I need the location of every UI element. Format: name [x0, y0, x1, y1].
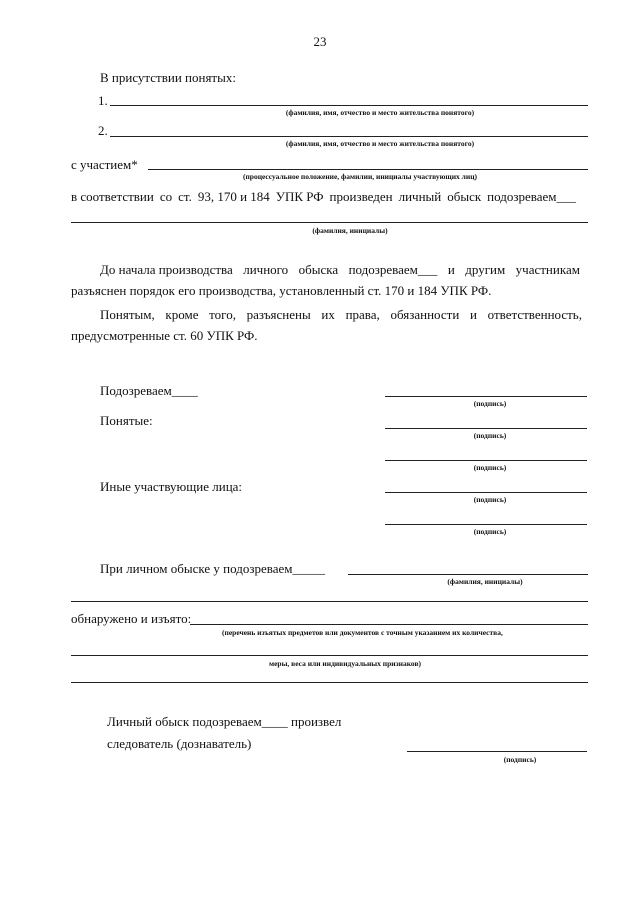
para2-word: обязанности — [390, 307, 460, 322]
signature-caption: (подпись) — [473, 495, 507, 504]
accordance-line — [71, 189, 576, 205]
investigator-signature-line[interactable] — [407, 751, 587, 752]
paragraph-2-line-1 — [100, 307, 582, 323]
witness-1-field-line[interactable] — [110, 105, 588, 106]
para1-word: участникам — [515, 262, 580, 277]
accordance-word: 93, 170 и 184 — [197, 189, 270, 204]
search-label: При личном обыске у подозреваем_____ — [100, 561, 325, 576]
accordance-word: в соответствии — [71, 189, 154, 204]
para2-word: ответственность, — [487, 307, 582, 322]
paragraph-1-line-1 — [100, 262, 580, 278]
witnesses-heading: В присутствии понятых: — [100, 70, 236, 85]
participation-field-line[interactable] — [148, 169, 588, 170]
accordance-word: произведен — [329, 189, 393, 204]
accordance-word: подозреваем___ — [487, 189, 576, 204]
suspect-signature-label: Подозреваем____ — [100, 383, 198, 398]
others-signature-label: Иные участвующие лица: — [100, 479, 243, 494]
others-signature-line-2[interactable] — [385, 524, 587, 525]
witness-signature-line-2[interactable] — [385, 460, 587, 461]
signature-caption: (подпись) — [473, 399, 507, 408]
paragraph-1-line-2: разъяснен порядок его производства, установленный ст. 170 и 184 УПК РФ. — [71, 283, 492, 298]
investigator-signature-caption: (подпись) — [503, 755, 537, 764]
signature-caption: (подпись) — [473, 463, 507, 472]
para2-word: их — [321, 307, 335, 322]
para2-word: права, — [345, 307, 380, 322]
found-items-line-2[interactable] — [71, 655, 588, 656]
signature-caption: (подпись) — [473, 527, 507, 536]
found-items-line-3[interactable] — [71, 682, 588, 683]
para1-word: подозреваем___ — [348, 262, 438, 277]
found-label: обнаружено и изъято: — [71, 611, 192, 626]
found-items-caption: (перечень изъятых предметов или документов с точным указанием их количества, — [222, 628, 503, 637]
para1-word: личного — [243, 262, 289, 277]
search-continuation-line[interactable] — [71, 601, 588, 602]
found-items-caption-2: меры, веса или индивидуальных признаков) — [268, 659, 422, 668]
witness-1-number: 1. — [98, 93, 108, 108]
accordance-word: личный — [398, 189, 442, 204]
para2-word: разъяснены — [246, 307, 311, 322]
accordance-word: со — [159, 189, 173, 204]
para2-word: того, — [209, 307, 236, 322]
search-suspect-name-line[interactable] — [348, 574, 588, 575]
para2-word: и — [469, 307, 477, 322]
para1-word: До начала производства — [100, 262, 233, 277]
participation-caption: (процессуальное положение, фамилии, инициалы участвующих лиц) — [242, 172, 478, 181]
accordance-word: ст. — [178, 189, 192, 204]
para2-word: Понятым, — [100, 307, 155, 322]
witness-signature-line-1[interactable] — [385, 428, 587, 429]
witness-1-caption: (фамилия, имя, отчество и место жительства понятого) — [285, 108, 475, 117]
search-suspect-name-caption: (фамилия, инициалы) — [447, 577, 523, 586]
participation-label: с участием* — [71, 157, 138, 172]
witness-2-field-line[interactable] — [110, 136, 588, 137]
witness-2-caption: (фамилия, имя, отчество и место жительства понятого) — [285, 139, 475, 148]
paragraph-2-line-2: предусмотренные ст. 60 УПК РФ. — [71, 328, 258, 343]
page-number: 23 — [313, 34, 327, 49]
others-signature-line-1[interactable] — [385, 492, 587, 493]
witness-2-number: 2. — [98, 123, 108, 138]
conducted-line-1: Личный обыск подозреваем____ произвел — [107, 714, 342, 729]
para2-word: кроме — [165, 307, 199, 322]
para1-word: и — [447, 262, 455, 277]
para1-word: обыска — [298, 262, 339, 277]
para1-word: другим — [465, 262, 506, 277]
witnesses-signature-label: Понятые: — [100, 413, 153, 428]
signature-caption: (подпись) — [473, 431, 507, 440]
accordance-word: УПК РФ — [275, 189, 324, 204]
conducted-line-2: следователь (дознаватель) — [107, 736, 252, 751]
accordance-word: обыск — [447, 189, 482, 204]
found-items-field-line[interactable] — [190, 624, 588, 625]
suspect-name-caption: (фамилия, инициалы) — [312, 226, 388, 235]
suspect-name-field-line[interactable] — [71, 222, 588, 223]
suspect-signature-line[interactable] — [385, 396, 587, 397]
